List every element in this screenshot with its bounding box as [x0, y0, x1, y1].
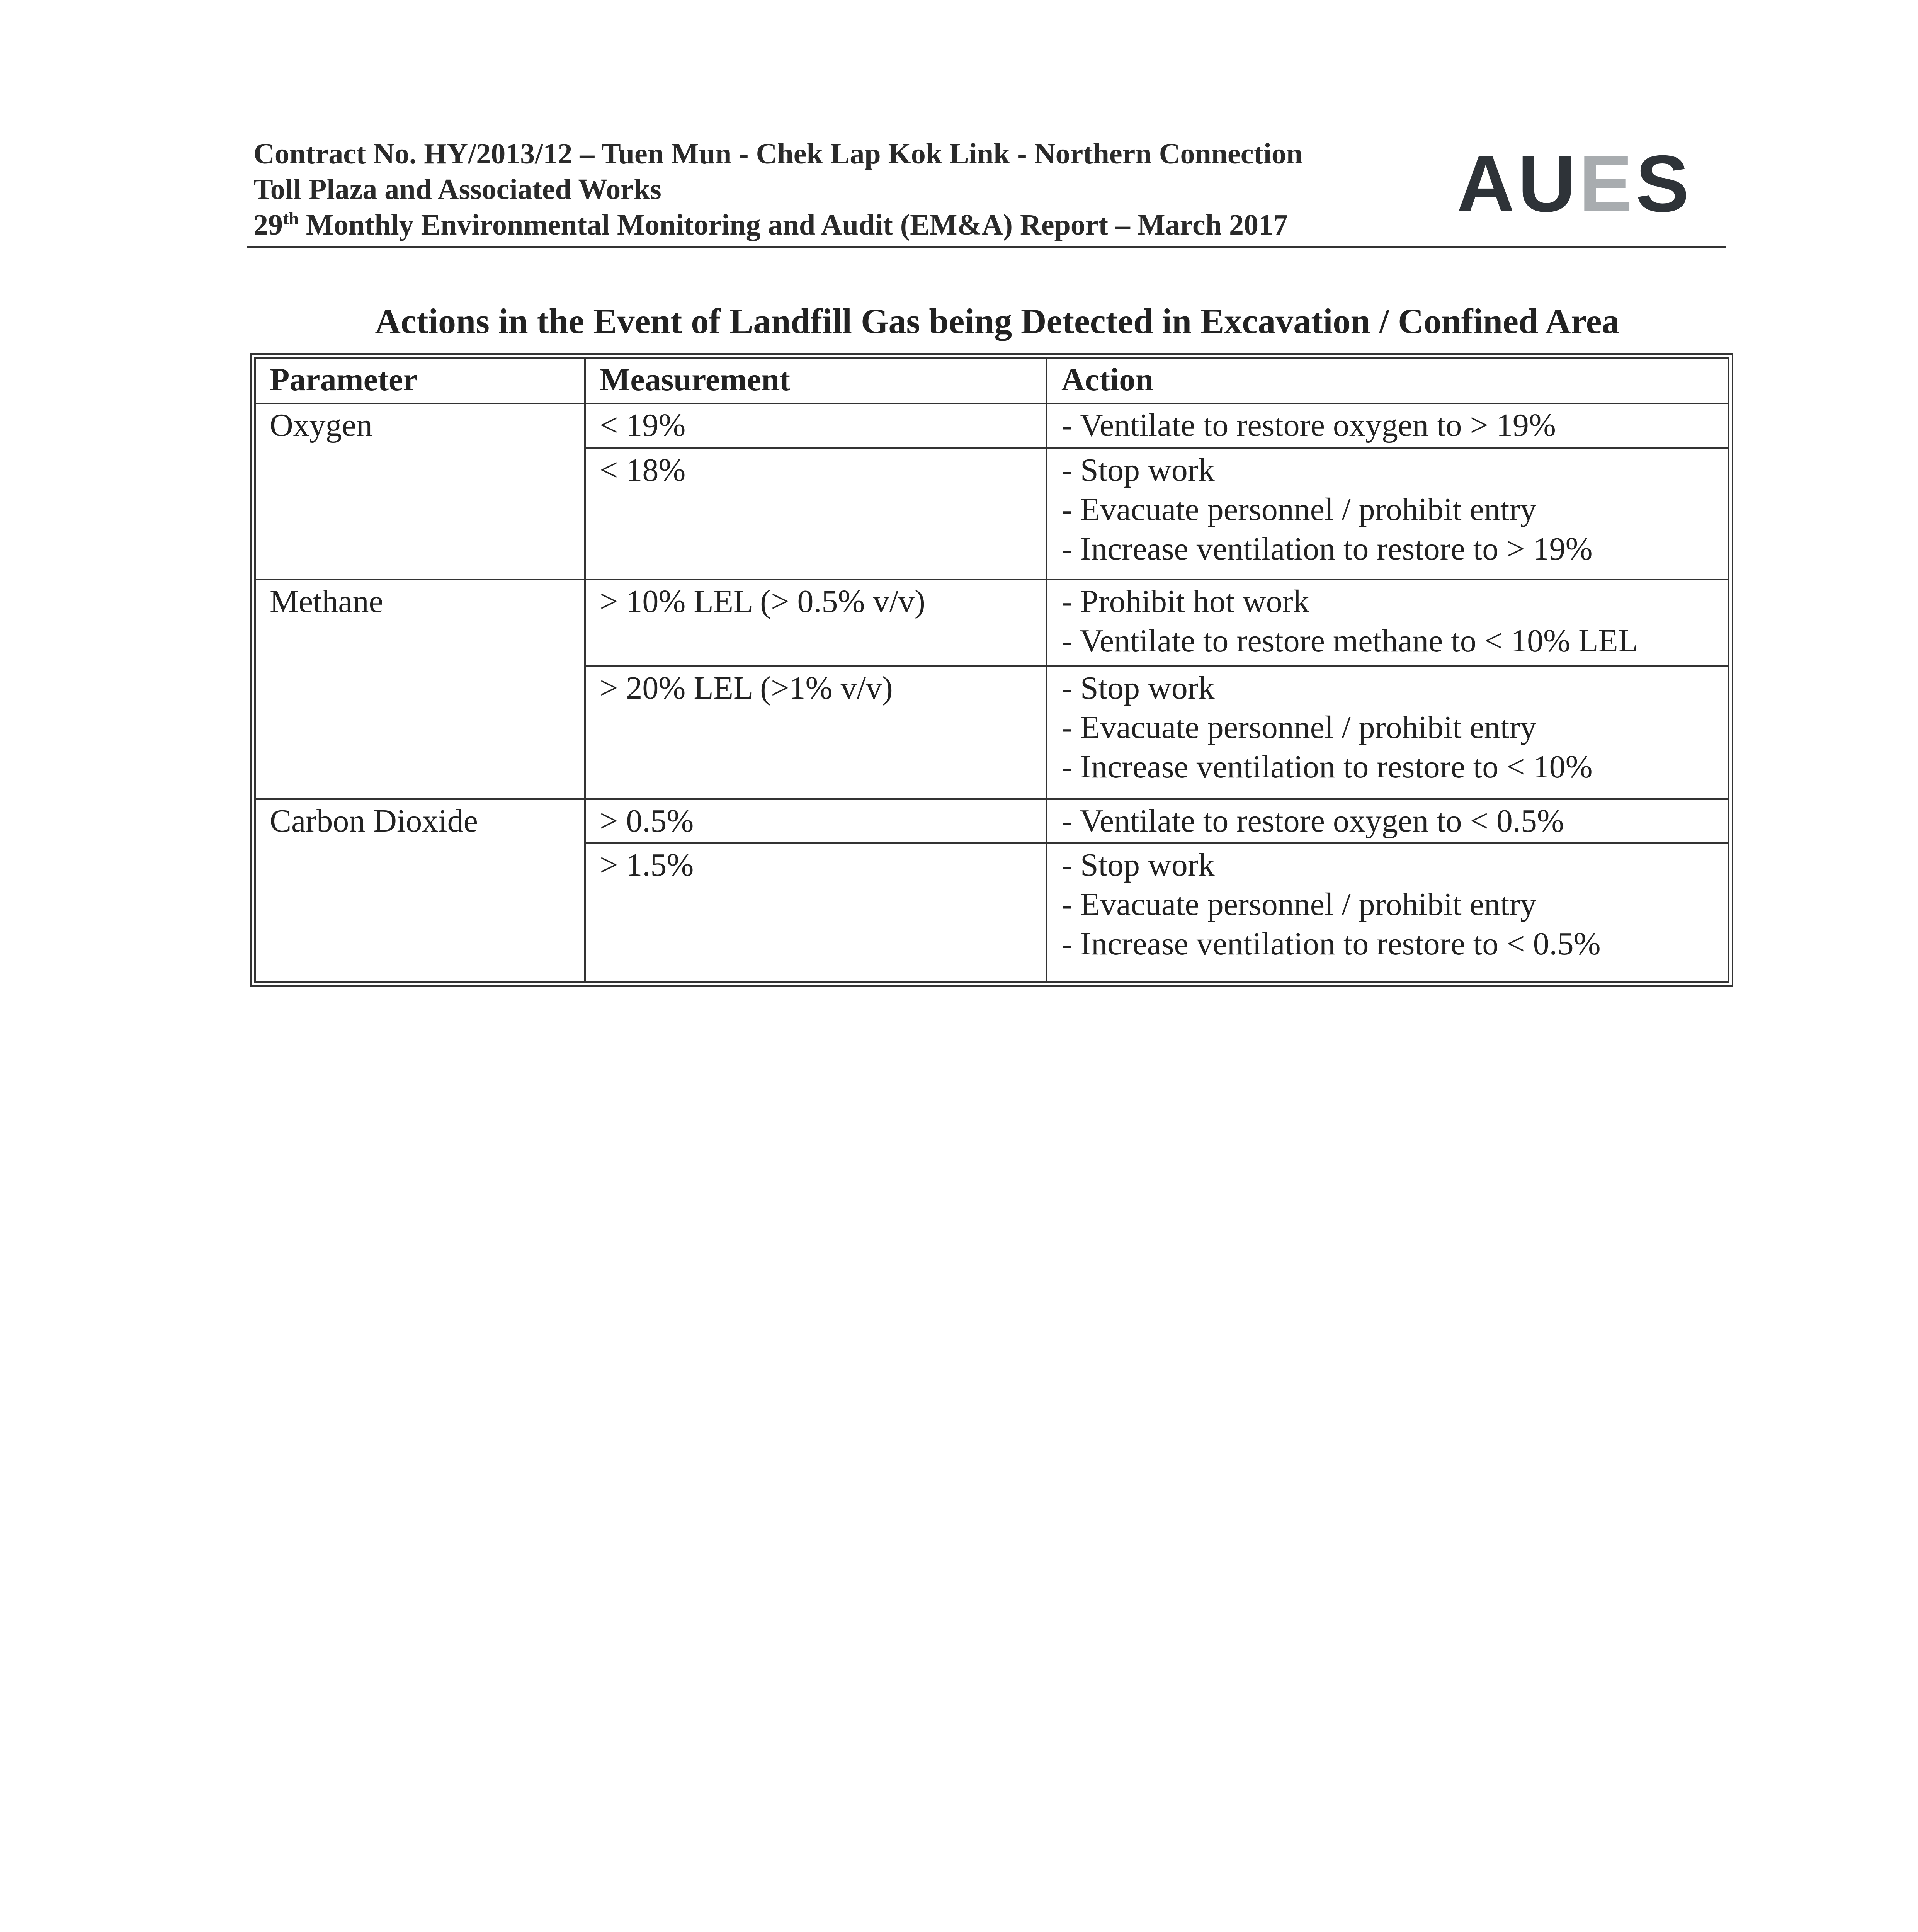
header-works-line: Toll Plaza and Associated Works [253, 173, 661, 206]
measurement-cell: > 20% LEL (>1% v/v) [585, 666, 1047, 799]
parameter-cell: Carbon Dioxide [255, 799, 585, 982]
action-cell: - Ventilate to restore oxygen to < 0.5% [1047, 799, 1729, 843]
table-title: Actions in the Event of Landfill Gas being Detected in Excavation / Confined Area [375, 301, 1620, 341]
table-row [255, 580, 1729, 666]
header-action: Action [1047, 358, 1729, 403]
measurement-cell: > 1.5% [585, 843, 1047, 982]
header-contract-line: Contract No. HY/2013/12 – Tuen Mun - Chek Lap Kok Link - Northern Connection [253, 138, 1303, 170]
report-number: 29 [253, 209, 283, 241]
parameter-cell: Methane [255, 580, 585, 799]
aues-logo: AUES [1457, 139, 1692, 229]
report-number-suffix: th [283, 208, 299, 228]
report-title: Monthly Environmental Monitoring and Audit (EM&A) Report – March 2017 [298, 209, 1288, 241]
action-cell: - Stop work - Evacuate personnel / prohibit entry - Increase ventilation to restore to < 0.5% [1047, 843, 1729, 982]
table-row [255, 403, 1729, 448]
action-cell: - Stop work - Evacuate personnel / prohibit entry - Increase ventilation to restore to < 10% [1047, 666, 1729, 799]
action-cell: - Prohibit hot work - Ventilate to restore methane to < 10% LEL [1047, 580, 1729, 666]
table-row [255, 799, 1729, 843]
action-cell: - Ventilate to restore oxygen to > 19% [1047, 403, 1729, 448]
action-cell: - Stop work - Evacuate personnel / prohibit entry - Increase ventilation to restore to > 19% [1047, 448, 1729, 580]
parameter-cell: Oxygen [255, 403, 585, 580]
header-measurement: Measurement [585, 358, 1047, 403]
header-divider [247, 246, 1726, 248]
measurement-cell: > 10% LEL (> 0.5% v/v) [585, 580, 1047, 666]
header-parameter: Parameter [255, 358, 585, 403]
measurement-cell: < 18% [585, 448, 1047, 580]
measurement-cell: > 0.5% [585, 799, 1047, 843]
measurement-cell: < 19% [585, 403, 1047, 448]
landfill-gas-action-table [250, 353, 1733, 987]
